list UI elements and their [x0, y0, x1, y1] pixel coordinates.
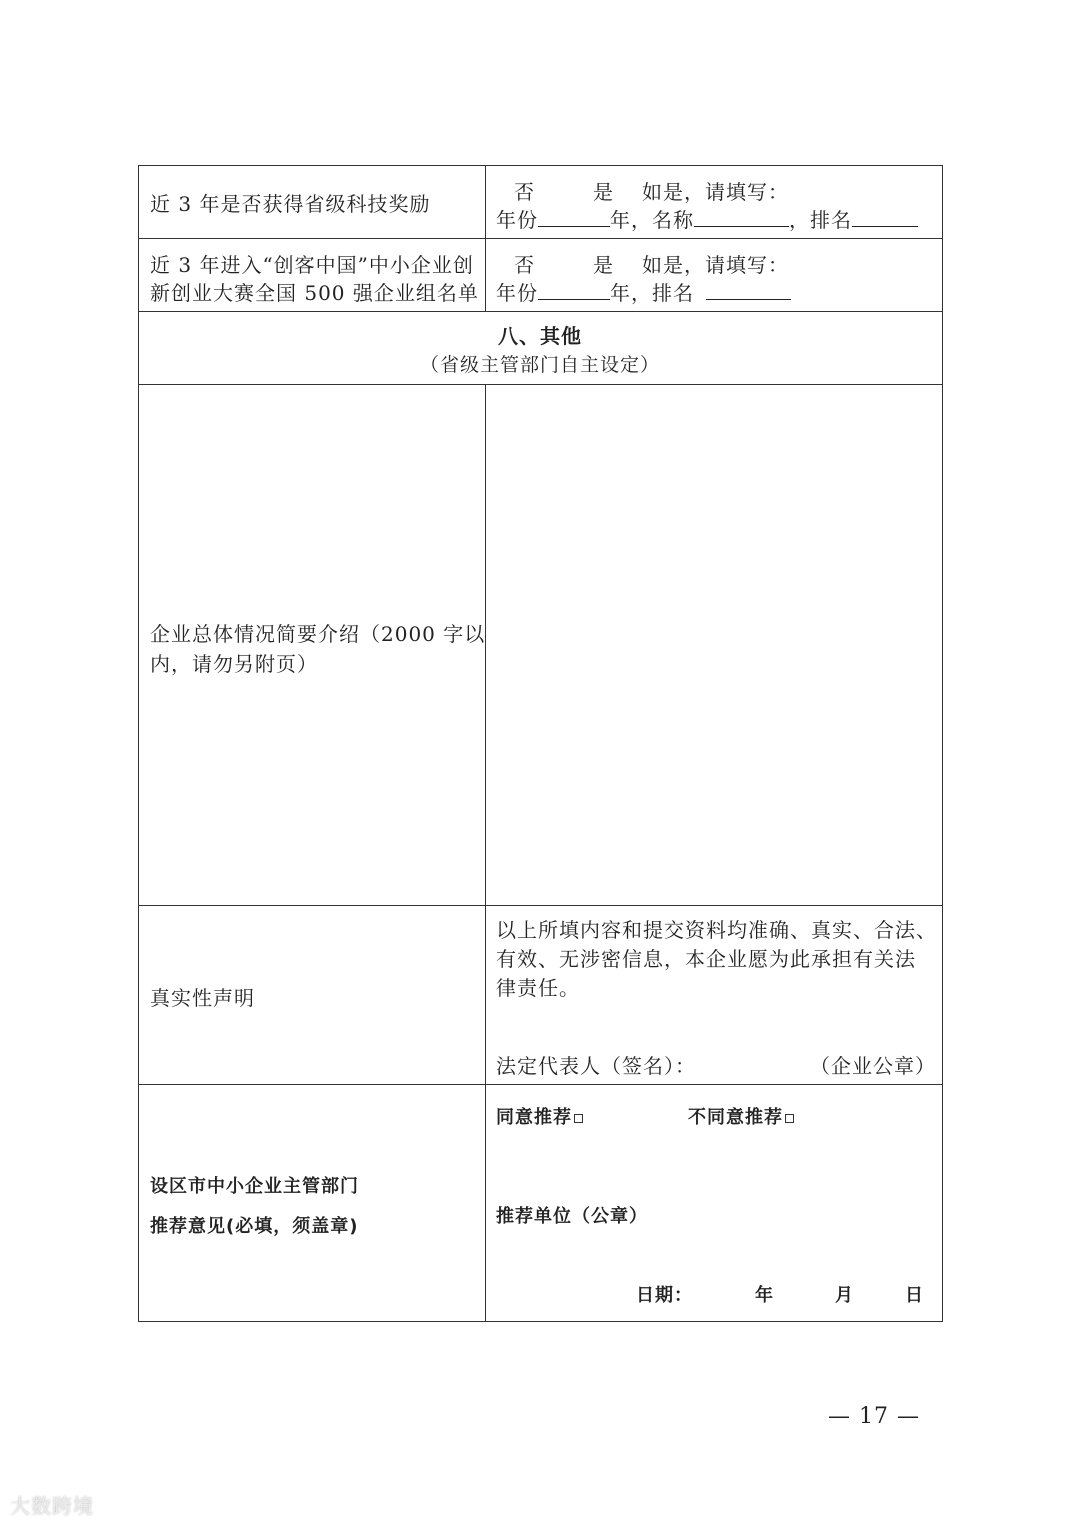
option-no[interactable]: 否: [514, 180, 535, 204]
declaration-text: 有效、无涉密信息，本企业愿为此承担有关法: [496, 947, 916, 971]
recommend-label-2: 推荐意见(必填，须盖章): [150, 1216, 359, 1237]
declaration-text: 律责任。: [496, 976, 580, 1000]
intro-label: 企业总体情况简要介绍（2000 字以: [150, 622, 486, 646]
declaration-label: 真实性声明: [150, 986, 255, 1010]
contest-label-2: 新创业大赛全国 500 强企业组名单: [150, 281, 479, 305]
unit-label: 推荐单位（公章）: [496, 1206, 648, 1227]
month-label: 月: [835, 1285, 854, 1306]
disagree-checkbox[interactable]: 不同意推荐: [688, 1103, 794, 1129]
award-options[interactable]: [514, 176, 789, 205]
page-number: — 17 —: [828, 1404, 920, 1429]
signature-field[interactable]: 法定代表人（签名）：: [496, 1054, 696, 1078]
seal-label: （企业公章）: [810, 1054, 936, 1078]
agree-checkbox[interactable]: 同意推荐: [496, 1103, 583, 1129]
date-label: 日期：: [636, 1285, 693, 1306]
section-title: 八、其他: [498, 324, 582, 348]
contest-fields[interactable]: 年份 年，排名: [496, 277, 791, 306]
intro-label-2: 内，请勿另附页）: [150, 652, 318, 676]
section-subtitle: （省级主管部门自主设定）: [419, 354, 660, 376]
fill-prompt: 如是，请填写：: [642, 180, 789, 204]
recommend-label: 设区市中小企业主管部门: [150, 1176, 359, 1197]
watermark-logo: 大数跨境: [10, 1494, 94, 1518]
declaration-text: 以上所填内容和提交资料均准确、真实、合法、: [496, 918, 937, 942]
award-fields[interactable]: 年份 年，名称 ，排名: [496, 204, 918, 233]
contest-label: 近 3 年进入“创客中国”中小企业创: [150, 253, 474, 277]
day-label: 日: [905, 1285, 924, 1306]
contest-options[interactable]: 否 是 如是，请填写：: [514, 253, 789, 277]
award-label: 近 3 年是否获得省级科技奖励: [150, 192, 431, 216]
option-yes[interactable]: 是: [593, 180, 614, 204]
intro-input[interactable]: [487, 386, 941, 904]
year-label: 年: [755, 1285, 774, 1306]
